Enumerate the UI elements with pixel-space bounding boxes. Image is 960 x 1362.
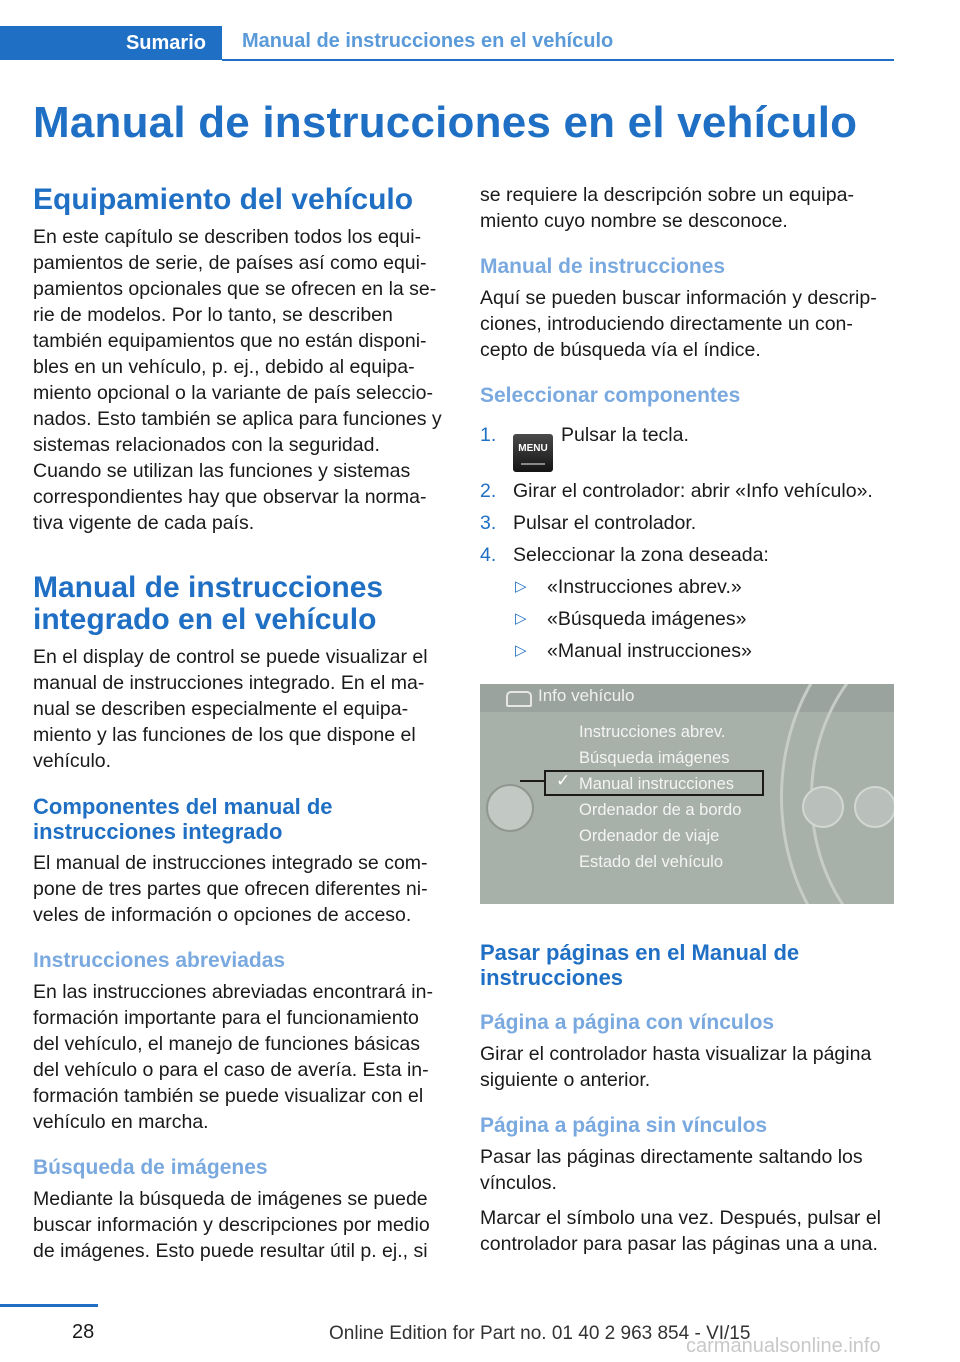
leader-line [520, 780, 544, 782]
steps-list [480, 422, 894, 664]
integrated-manual-text: En el display de control se puede visualizar el manual de instrucciones integrado. En el manual se describen especialmente el equipamiento y las funciones de los que dispone el vehículo. [33, 646, 428, 772]
watermark: carmanualsonline.info [686, 1335, 881, 1357]
image-search-heading: Búsqueda de imágenes [33, 1156, 268, 1179]
step-item [480, 542, 894, 664]
header-section-title: Manual de instrucciones en el vehículo [242, 30, 614, 52]
option-text: «Instrucciones abrev.» [547, 576, 742, 598]
car-icon [506, 691, 532, 707]
option-text: «Manual instrucciones» [547, 640, 752, 662]
without-links-text-2: Marcar el símbolo una vez. Después, pulsar el controlador para pasar las páginas una a una. [480, 1207, 882, 1255]
paging-heading: Pasar páginas en el Manual de instrucciones [480, 940, 800, 990]
check-icon: ✓ [556, 771, 571, 790]
info-screen-figure [480, 684, 894, 904]
step-text: Pulsar la tecla. [561, 424, 689, 446]
screen-menu-item: Ordenador de viaje [579, 827, 720, 845]
screen-menu [579, 719, 741, 875]
screen-menu-item: Estado del vehículo [579, 853, 724, 871]
screen-menu-item: Búsqueda imágenes [579, 749, 730, 767]
screen-title: Info vehículo [538, 686, 635, 705]
step-number: 4. [480, 544, 497, 566]
components-heading: Componentes del manual de instrucciones integrado [33, 794, 333, 844]
sumario-tab-label: Sumario [125, 31, 206, 54]
screen-menu-item: Instrucciones abrev. [579, 723, 726, 741]
integrated-manual-heading: Manual de instrucciones integrado en el vehículo [33, 571, 384, 636]
screen-menu-item: Ordenador de a bordo [579, 801, 742, 819]
short-instructions-text: En las instrucciones abreviadas encontrará información importante para el funcionamiento del vehículo, el manejo de funciones básicas del vehículo o para el caso de avería. Esta información también se puede visualizar con el vehículo en marcha. [33, 981, 433, 1133]
with-links-heading: Página a página con vínculos [480, 1011, 775, 1034]
step-number: 2. [480, 480, 497, 502]
image-search-text: Mediante la búsqueda de imágenes se puede buscar información y descripciones por medio de imágenes. Esto puede resultar útil p. ej., si [33, 1188, 430, 1262]
step-number: 1. [480, 424, 497, 446]
screen-side-button [802, 786, 844, 828]
manual-heading: Manual de instrucciones [480, 255, 726, 278]
manual-text: Aquí se pueden buscar información y descripciones, introduciendo directamente un concepto de búsqueda vía el índice. [480, 287, 877, 361]
page-number: 28 [72, 1321, 95, 1343]
step-item [480, 478, 894, 504]
option-item [513, 606, 894, 632]
options-list [513, 574, 894, 664]
select-components-heading: Seleccionar componentes [480, 384, 741, 407]
right-column [480, 182, 894, 1257]
short-instructions-heading: Instrucciones abreviadas [33, 949, 286, 972]
menu-key-icon: MENU [513, 434, 553, 472]
option-item [513, 574, 894, 600]
footer-rule [0, 1304, 98, 1307]
header-rule [222, 59, 894, 61]
step-text: Girar el controlador: abrir «Info vehículo». [513, 480, 873, 502]
step-text: Seleccionar la zona deseada: [513, 544, 769, 566]
screen-side-button [854, 786, 894, 828]
step-item [480, 422, 894, 472]
triangle-bullet-icon: ▷ [515, 610, 527, 627]
option-item [513, 638, 894, 664]
with-links-text: Girar el controlador hasta visualizar la página siguiente o anterior. [480, 1043, 872, 1091]
edition-text: Online Edition for Part no. 01 40 2 963 854 - VI/15 [329, 1323, 751, 1344]
controller-knob-icon [486, 784, 534, 832]
without-links-heading: Página a página sin vínculos [480, 1114, 768, 1137]
equipment-heading: Equipamiento del vehículo [33, 183, 414, 216]
step-number: 3. [480, 512, 497, 534]
components-text: El manual de instrucciones integrado se compone de tres partes que ofrecen diferentes niveles de información o opciones de acceso. [33, 852, 428, 926]
sumario-tab[interactable] [0, 26, 222, 60]
screen-menu-item: Manual instrucciones [579, 775, 734, 793]
triangle-bullet-icon: ▷ [515, 578, 527, 595]
step-text: Pulsar el controlador. [513, 512, 697, 534]
triangle-bullet-icon: ▷ [515, 642, 527, 659]
page-title: Manual de instrucciones en el vehículo [33, 98, 858, 147]
option-text: «Búsqueda imágenes» [547, 608, 747, 630]
continued-text: se requiere la descripción sobre un equipamiento cuyo nombre se desconoce. [480, 184, 854, 232]
equipment-text: En este capítulo se describen todos los equipamientos de serie, de países así como equipamientos opcionales que se ofrecen en la serie de modelos. Por lo tanto, se describen también equipamientos que no están disponibles en un vehículo, p. ej., debido al equipamiento opcional o la variante de país seleccionados. Esto también se aplica para funciones y sistemas relacionados con la seguridad. Cuando se utilizan las funciones y sistemas correspondientes hay que observar la normativa vigente de cada país. [33, 226, 442, 534]
without-links-text: Pasar las páginas directamente saltando los vínculos. [480, 1146, 863, 1194]
step-item [480, 510, 894, 536]
left-column [33, 184, 447, 1264]
